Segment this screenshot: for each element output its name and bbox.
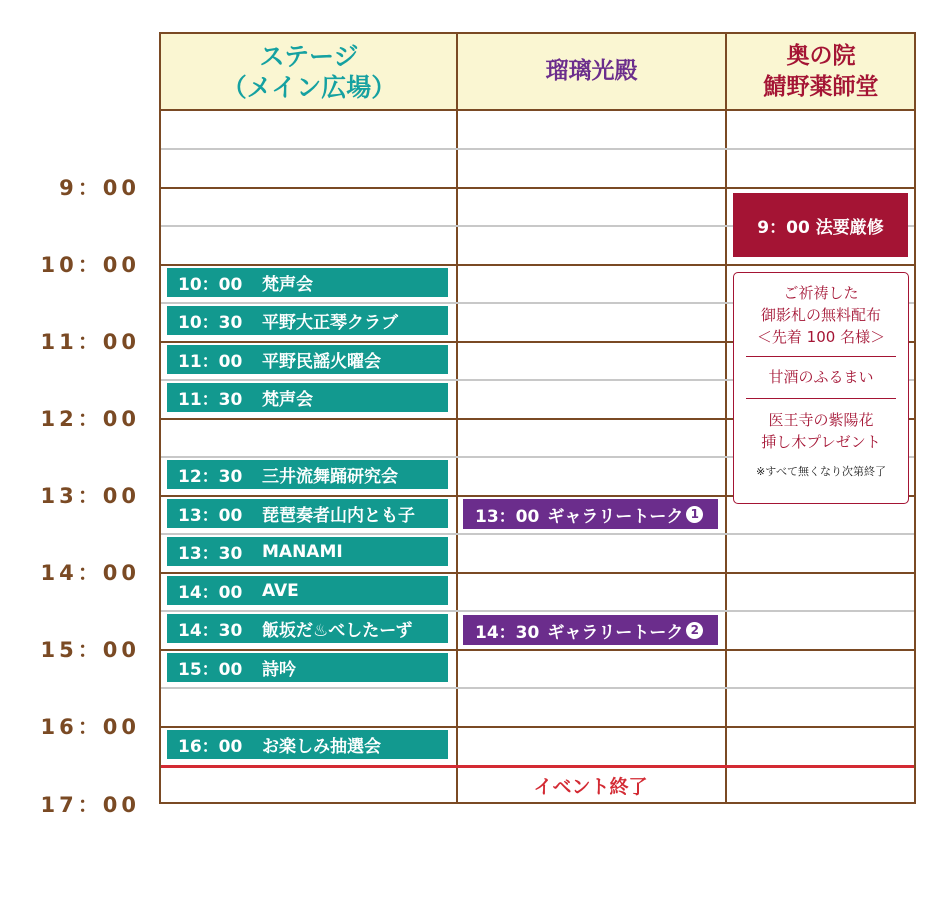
stage-event	[167, 268, 448, 297]
event-title: AVE	[262, 580, 299, 601]
column-header-rurikoden: 瑠璃光殿	[545, 58, 638, 84]
time-label: 16：00	[40, 715, 140, 739]
number-badge-icon: 1	[686, 506, 703, 523]
stage-event	[167, 614, 448, 643]
event-time: 11：00	[178, 352, 243, 372]
hour-line	[161, 264, 914, 266]
stage-event	[167, 383, 448, 412]
note-footnote: ※すべて無くなり次第終了	[756, 465, 886, 478]
time-label: 15：00	[40, 638, 140, 662]
event-title: 梵声会	[262, 390, 313, 410]
event-time: 13：00	[178, 506, 243, 526]
event-title: お楽しみ抽選会	[262, 737, 381, 757]
event-title: 平野民謡火曜会	[262, 352, 381, 372]
time-label: 13：00	[40, 484, 140, 508]
event-time: 13：00	[475, 506, 540, 527]
event-title: 平野大正琴クラブ	[262, 313, 398, 333]
time-label: 10：00	[40, 253, 140, 277]
stage-event	[167, 499, 448, 528]
number-badge-icon: 2	[686, 622, 703, 639]
time-label: 17：00	[40, 793, 140, 817]
column-header-okunoin: 奥の院 鯖野薬師堂	[763, 42, 879, 100]
stage-event	[167, 576, 448, 605]
event-title: ギャラリートーク	[547, 622, 684, 643]
rurikoden-event	[463, 615, 718, 645]
event-end-label: イベント終了	[533, 776, 648, 798]
event-time: 14：00	[178, 583, 243, 603]
okunoin-event: 9：00 法要厳修	[733, 193, 908, 257]
event-time: 14：30	[178, 621, 243, 641]
stage-event	[167, 345, 448, 374]
stage-event	[167, 730, 448, 759]
rurikoden-event	[463, 499, 718, 529]
event-time: 13：30	[178, 544, 243, 564]
half-hour-line	[161, 148, 914, 150]
event-time: 14：30	[475, 622, 540, 643]
event-title: 詩吟	[262, 660, 296, 680]
half-hour-line	[161, 687, 914, 689]
hour-line	[161, 187, 914, 189]
event-time: 16：00	[178, 737, 243, 757]
column-header-row	[161, 34, 914, 111]
note-item: 医王寺の紫陽花 挿し木プレゼント	[761, 411, 881, 451]
stage-event	[167, 306, 448, 335]
half-hour-line	[161, 533, 914, 535]
stage-event	[167, 460, 448, 489]
event-title: 飯坂だ♨べしたーず	[262, 621, 413, 641]
event-time: 10：30	[178, 313, 243, 333]
event-title: 琵琶奏者山内とも子	[262, 506, 415, 526]
column-header-stage: ステージ （メイン広場）	[221, 41, 397, 102]
hour-line	[161, 726, 914, 728]
okunoin-notes	[733, 272, 909, 504]
time-label: 11：00	[40, 330, 140, 354]
event-title: MANAMI	[262, 541, 343, 562]
event-time: 12：30	[178, 467, 243, 487]
time-label: 14：00	[40, 561, 140, 585]
event-title: 梵声会	[262, 275, 313, 295]
hour-line	[161, 649, 914, 651]
event-time: 11：30	[178, 390, 243, 410]
hour-line	[161, 572, 914, 574]
time-label: 12：00	[40, 407, 140, 431]
stage-event	[167, 537, 448, 566]
note-item: 甘酒のふるまい	[768, 368, 874, 386]
note-item: ご祈祷した 御影札の無料配布 ＜先着 100 名様＞	[756, 284, 886, 346]
time-label: 9：00	[59, 176, 140, 200]
event-title: ギャラリートーク	[547, 506, 684, 527]
stage-event	[167, 653, 448, 682]
event-end-line	[161, 765, 914, 768]
half-hour-line	[161, 610, 914, 612]
event-time: 10：00	[178, 275, 243, 295]
event-time: 15：00	[178, 660, 243, 680]
event-title: 三井流舞踊研究会	[262, 467, 398, 487]
